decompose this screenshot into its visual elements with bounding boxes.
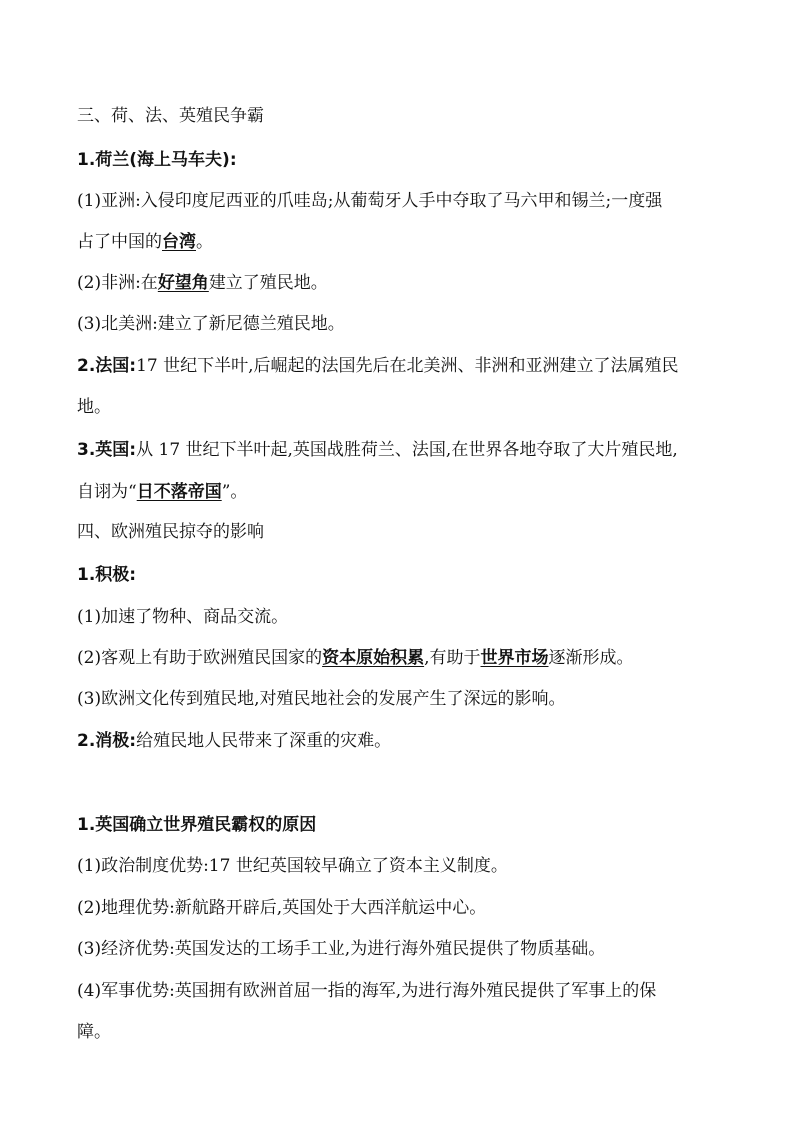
netherlands-asia-line-2 <box>77 230 213 254</box>
asia-text-post: 。 <box>196 232 213 252</box>
negative-label: 2.消极: <box>77 731 137 751</box>
netherlands-africa-line <box>77 271 328 295</box>
positive-point-2 <box>77 646 634 670</box>
netherlands-asia-line-1: (1)亚洲:入侵印度尼西亚的爪哇岛;从葡萄牙人手中夺取了马六甲和锡兰;一度强 <box>77 191 663 211</box>
positive-p2-mid: ,有助于 <box>424 648 481 668</box>
france-text: 17 世纪下半叶,后崛起的法国先后在北美洲、非洲和亚洲建立了法属殖民 <box>136 356 679 376</box>
positive-point-3: (3)欧洲文化传到殖民地,对殖民地社会的发展产生了深远的影响。 <box>77 689 566 709</box>
france-line-1 <box>77 354 679 378</box>
britain-text-post: ”。 <box>221 482 248 502</box>
netherlands-heading: 1.荷兰(海上马车夫): <box>77 150 237 170</box>
britain-text: 从 17 世纪下半叶起,英国战胜荷兰、法国,在世界各地夺取了大片殖民地, <box>136 440 678 460</box>
section-three-title: 三、荷、法、英殖民争霸 <box>77 106 264 126</box>
keyword-world-market: 世界市场 <box>480 648 549 668</box>
britain-label: 3.英国: <box>77 440 137 460</box>
reason-2: (2)地理优势:新航路开辟后,英国处于大西洋航运中心。 <box>77 898 487 918</box>
positive-p2-pre: (2)客观上有助于欧洲殖民国家的 <box>77 648 323 668</box>
reason-3: (3)经济优势:英国发达的工场手工业,为进行海外殖民提供了物质基础。 <box>77 939 606 959</box>
keyword-taiwan: 台湾 <box>162 232 196 252</box>
britain-line-2 <box>77 480 247 504</box>
britain-line-1 <box>77 438 678 462</box>
keyword-cape-of-good-hope: 好望角 <box>157 273 209 293</box>
positive-heading: 1.积极: <box>77 565 137 585</box>
positive-point-1: (1)加速了物种、商品交流。 <box>77 607 289 627</box>
france-label: 2.法国: <box>77 356 137 376</box>
section-four-title: 四、欧洲殖民掠夺的影响 <box>77 522 264 542</box>
negative-line <box>77 729 391 753</box>
reason-1: (1)政治制度优势:17 世纪英国较早确立了资本主义制度。 <box>77 856 508 876</box>
reason-4-line-1: (4)军事优势:英国拥有欧洲首屈一指的海军,为进行海外殖民提供了军事上的保 <box>77 981 657 1001</box>
negative-text: 给殖民地人民带来了深重的灾难。 <box>136 731 392 751</box>
positive-p2-post: 逐渐形成。 <box>548 648 634 668</box>
britain-text-pre: 自诩为“ <box>77 482 137 502</box>
reasons-heading: 1.英国确立世界殖民霸权的原因 <box>77 815 317 835</box>
reason-4-line-2: 障。 <box>77 1022 111 1042</box>
africa-text-post: 建立了殖民地。 <box>208 273 328 293</box>
keyword-sun-never-sets-empire: 日不落帝国 <box>136 482 222 502</box>
asia-text-pre: 占了中国的 <box>77 232 162 252</box>
netherlands-america-line: (3)北美洲:建立了新尼德兰殖民地。 <box>77 314 345 334</box>
africa-text-pre: (2)非洲:在 <box>77 273 158 293</box>
keyword-primitive-accumulation: 资本原始积累 <box>322 648 425 668</box>
france-line-2: 地。 <box>77 397 111 417</box>
